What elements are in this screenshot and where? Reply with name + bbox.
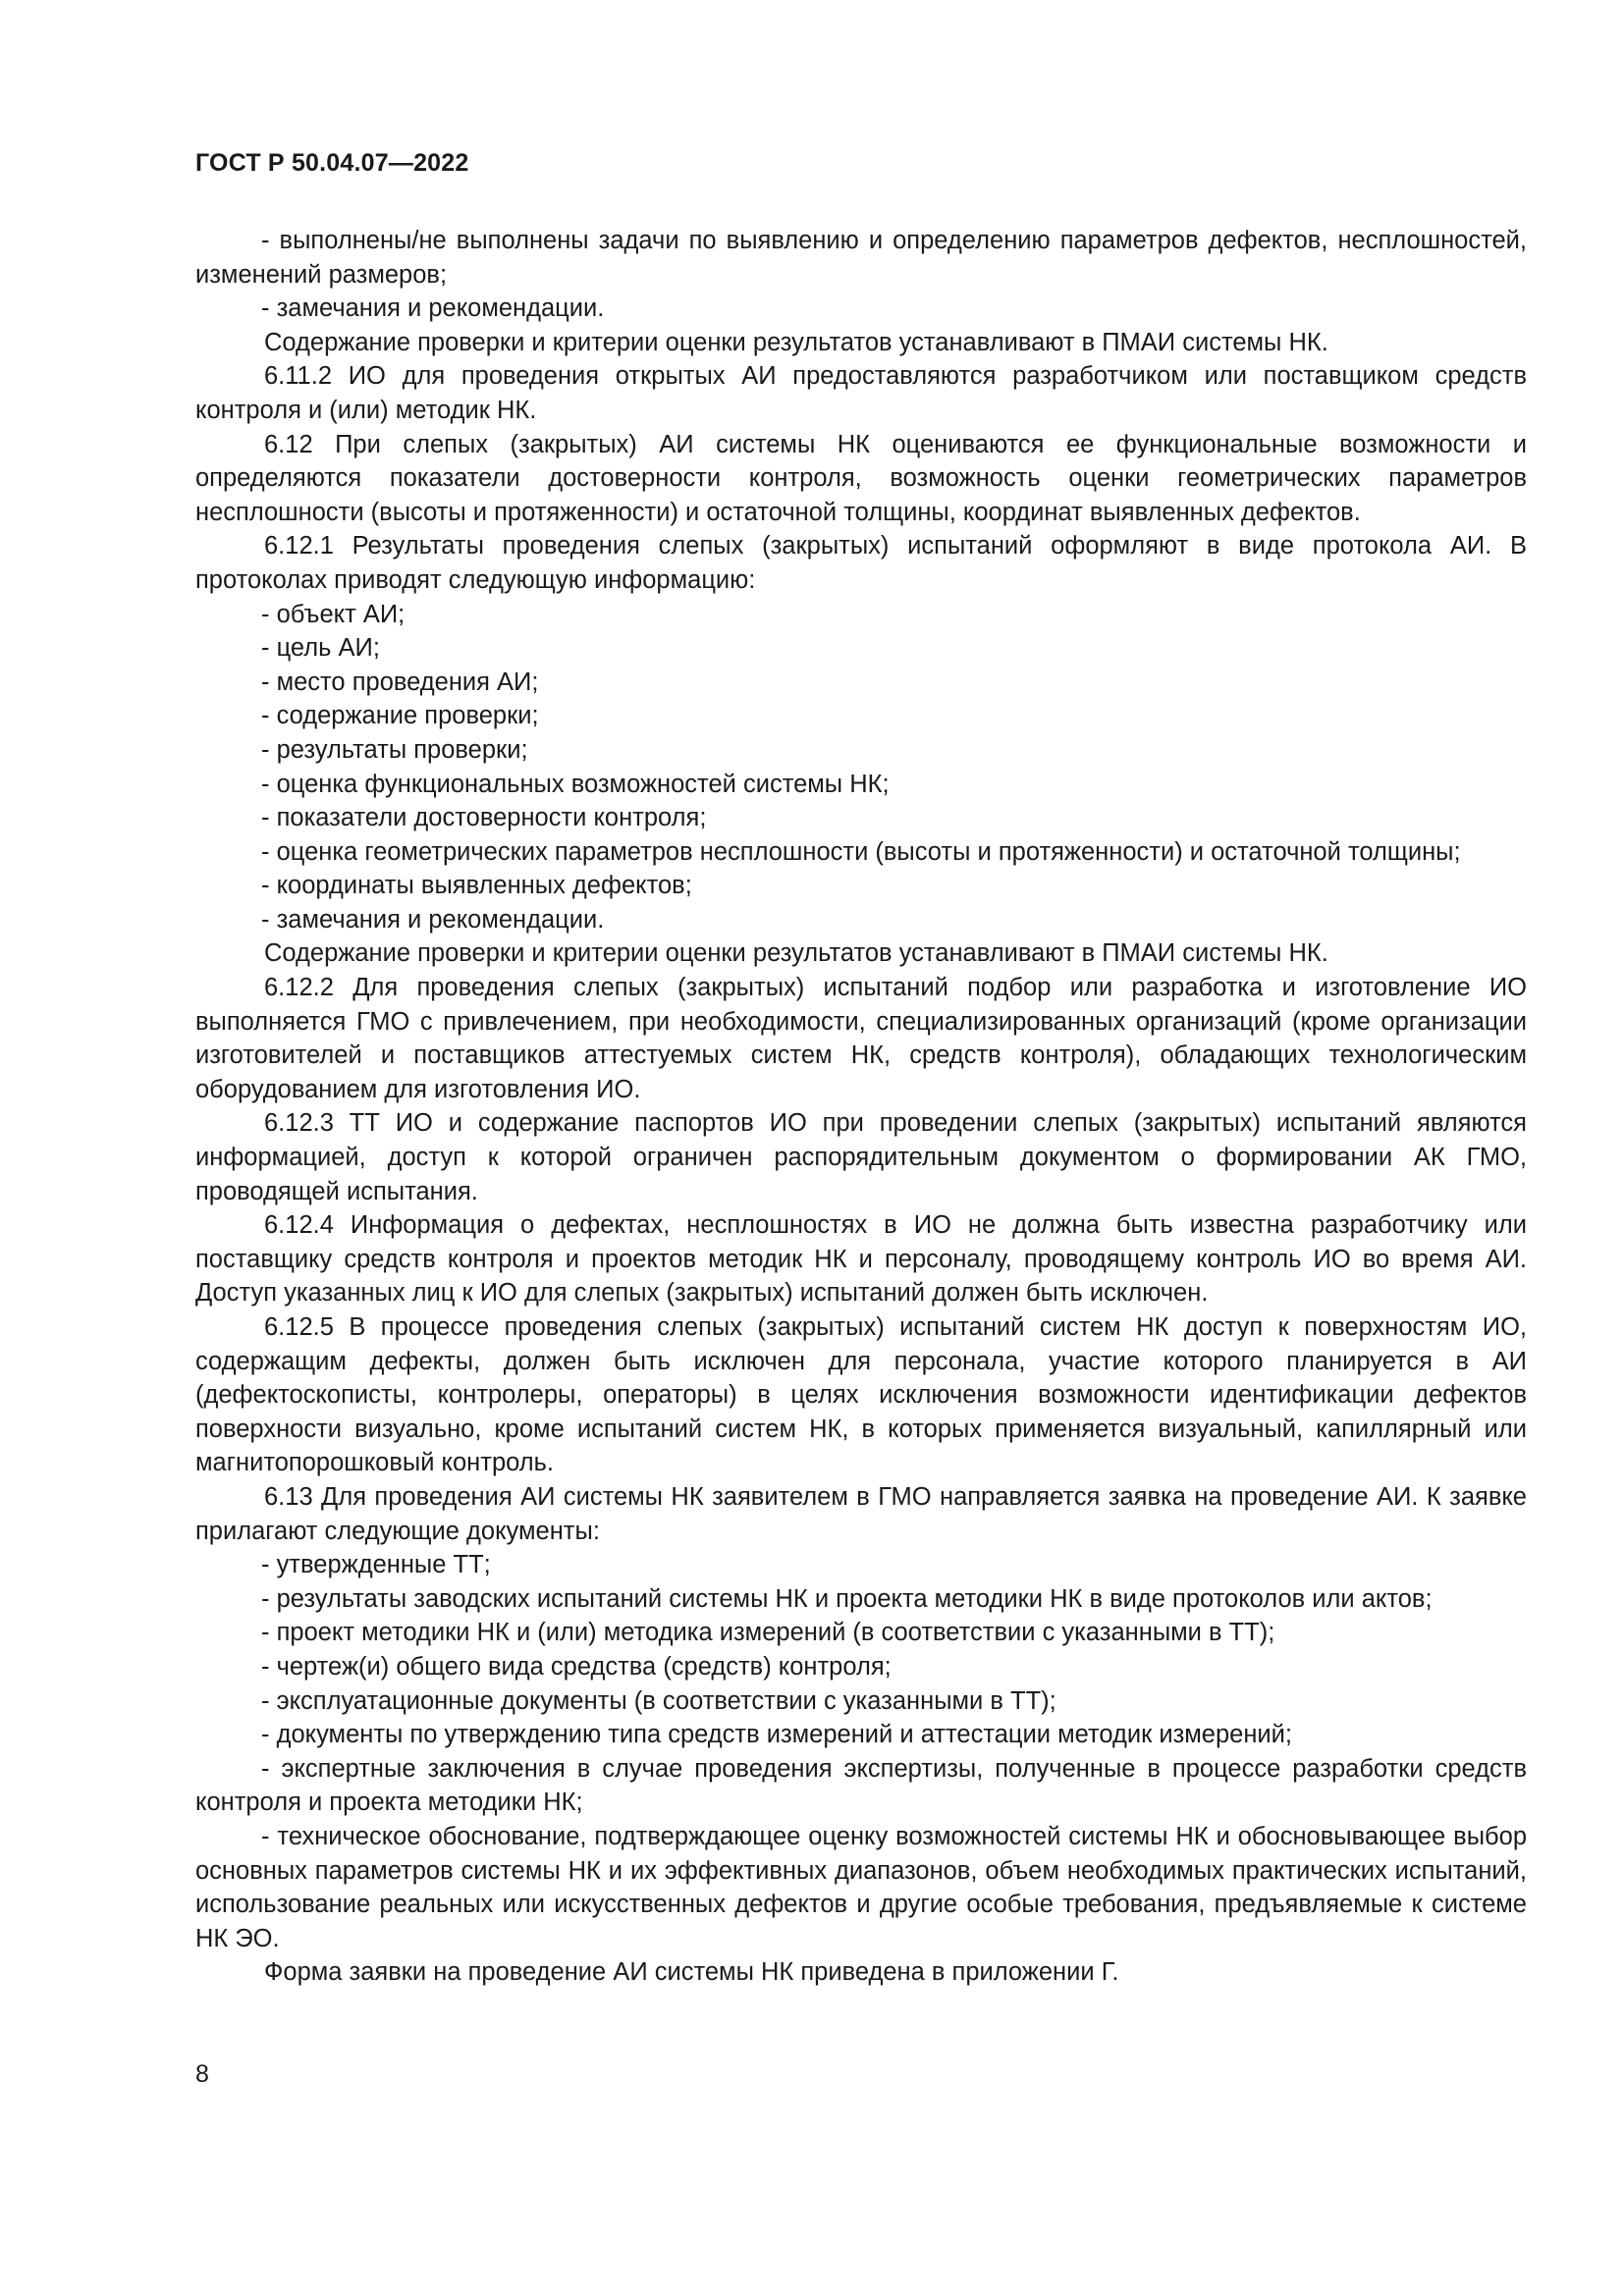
paragraph: 6.12 При слепых (закрытых) АИ системы НК оцениваются ее функциональные возможности и определяются показатели достоверности контроля, возможность оценки геометрических параметров несплошности (высоты и протяженности) и остаточной толщины, координат выявленных дефектов. [195, 430, 1527, 526]
paragraph: 6.11.2 ИО для проведения открытых АИ предоставляются разработчиком или поставщиком средств контроля и (или) методик НК. [195, 362, 1527, 424]
list-item: - результаты заводских испытаний системы НК и проекта методики НК в виде протоколов или актов; [261, 1584, 1433, 1613]
list-item: - результаты проверки; [261, 735, 528, 764]
list-item: - экспертные заключения в случае проведения экспертизы, полученные в процессе разработки средств контроля и проекта методики НК; [195, 1754, 1527, 1817]
paragraph: 6.12.2 Для проведения слепых (закрытых) испытаний подбор или разработка и изготовление ИО выполняется ГМО с привлечением, при необходимости, специализированных организаций (кроме организации изготовителей и поставщиков аттестуемых систем НК, средств контроля), обладающих технологическим оборудованием для изготовления ИО. [195, 974, 1527, 1103]
list-item: - замечания и рекомендации. [261, 905, 605, 934]
paragraph: 6.12.5 В процессе проведения слепых (закрытых) испытаний систем НК доступ к поверхностям ИО, содержащим дефекты, должен быть исключен для персонала, участие которого планируется в АИ (дефектоскописты, контролеры, операторы) в целях исключения возможности идентификации дефектов поверхности визуально, кроме испытаний систем НК, в которых применяется визуальный, капиллярный или магнитопорошковый контроль. [195, 1313, 1527, 1477]
list-item: - объект АИ; [261, 600, 406, 628]
list-item: - эксплуатационные документы (в соответствии с указанными в ТТ); [261, 1686, 1056, 1715]
document-body [195, 224, 1527, 1990]
list-item: - замечания и рекомендации. [261, 294, 605, 323]
list-item: - цель АИ; [261, 634, 380, 663]
paragraph: 6.12.3 ТТ ИО и содержание паспортов ИО при проведении слепых (закрытых) испытаний являются информацией, доступ к которой ограничен распорядительным документом о формировании АК ГМО, проводящей испытания. [195, 1109, 1527, 1205]
paragraph: 6.12.4 Информация о дефектах, несплошностях в ИО не должна быть известна разработчику или поставщику средств контроля и проектов методик НК и персоналу, проводящему контроль ИО во время АИ. Доступ указанных лиц к ИО для слепых (закрытых) испытаний должен быть исключен. [195, 1211, 1527, 1308]
paragraph: Содержание проверки и критерии оценки результатов устанавливают в ПМАИ системы НК. [264, 328, 1328, 356]
page-number: 8 [195, 2060, 209, 2088]
paragraph: 6.13 Для проведения АИ системы НК заявителем в ГМО направляется заявка на проведение АИ. К заявке прилагают следующие документы: [195, 1482, 1527, 1545]
list-item: - оценка геометрических параметров несплошности (высоты и протяженности) и остаточной толщины; [261, 837, 1461, 866]
list-item: - место проведения АИ; [261, 667, 539, 696]
paragraph: 6.12.1 Результаты проведения слепых (закрытых) испытаний оформляют в виде протокола АИ. В протоколах приводят следующую информацию: [195, 532, 1527, 594]
list-item: - координаты выявленных дефектов; [261, 872, 692, 900]
list-item: - техническое обоснование, подтверждающее оценку возможностей системы НК и обосновывающее выбор основных параметров системы НК и их эффективных диапазонов, объем необходимых практических испытаний, использование реальных или искусственных дефектов и другие особые требования, предъявляемые к системе НК ЭО. [195, 1822, 1527, 1952]
list-item: - документы по утверждению типа средств измерений и аттестации методик измерений; [261, 1721, 1292, 1749]
list-item: - проект методики НК и (или) методика измерений (в соответствии с указанными в ТТ); [261, 1619, 1275, 1647]
list-item: - содержание проверки; [261, 702, 539, 730]
document-code-header: ГОСТ Р 50.04.07—2022 [195, 149, 469, 177]
list-item: - показатели достоверности контроля; [261, 804, 707, 832]
list-item: - выполнены/не выполнены задачи по выявлению и определению параметров дефектов, несплошностей, изменений размеров; [195, 227, 1527, 289]
list-item: - чертеж(и) общего вида средства (средств) контроля; [261, 1652, 892, 1681]
paragraph: Форма заявки на проведение АИ системы НК приведена в приложении Г. [264, 1958, 1119, 1987]
list-item: - утвержденные ТТ; [261, 1551, 491, 1579]
paragraph: Содержание проверки и критерии оценки результатов устанавливают в ПМАИ системы НК. [264, 939, 1328, 968]
list-item: - оценка функциональных возможностей системы НК; [261, 770, 890, 798]
